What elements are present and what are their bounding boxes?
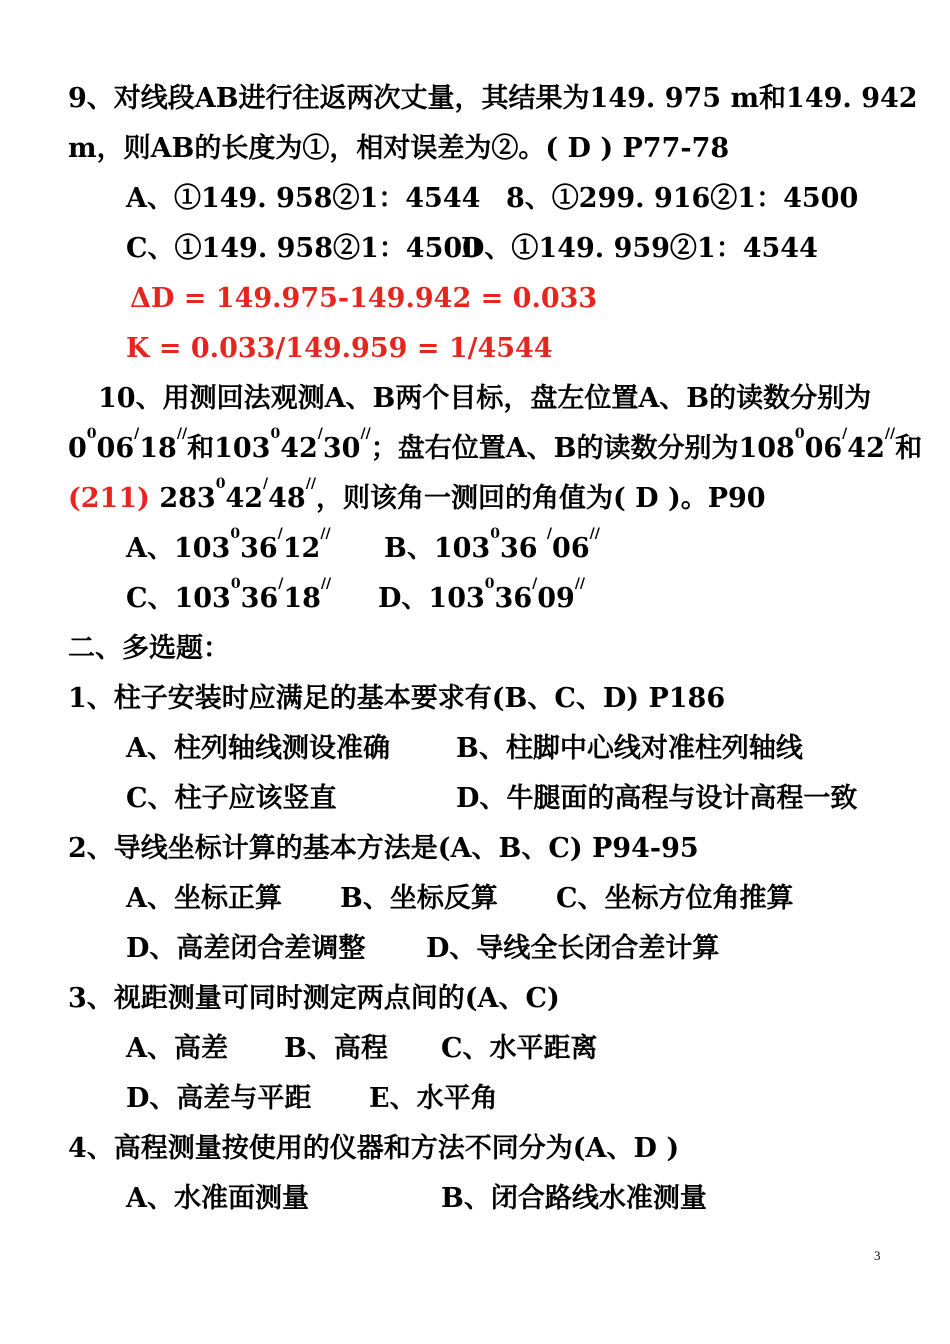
q9-calculation-k: K = 0.033/149.959 = 1/4544 [126, 333, 553, 364]
q10-stem-line1: 10、用测回法观测A、B两个目标，盘左位置A、B的读数分别为 [98, 383, 872, 414]
m2-stem: 2、导线坐标计算的基本方法是(A、B、C) P94-95 [68, 833, 699, 864]
m2-option-a: A、坐标正算 [126, 883, 282, 914]
m1-option-c: C、柱子应该竖直 [126, 783, 337, 814]
m1-stem: 1、柱子安装时应满足的基本要求有(B、C、D) P186 [68, 683, 726, 714]
q9-stem-line1: 9、对线段AB进行往返两次丈量，其结果为149. 975 m和149. 942 [68, 83, 918, 114]
q10-stem-line3: (211) $283^042^/48^{//}$，则该角一测回的角值为( D )。P90 [68, 476, 766, 514]
m4-option-a: A、水准面测量 [126, 1183, 309, 1214]
q10-option-d: D、$103^036^/09^{//}$ [378, 576, 586, 614]
q9-option-a: A、①149. 958②1：4544 [126, 183, 481, 214]
q10-option-a: A、$103^036^/12^{//}$ [126, 526, 331, 564]
m1-option-b: B、柱脚中心线对准柱列轴线 [456, 733, 803, 764]
q9-calculation-delta: ΔD = 149.975-149.942 = 0.033 [130, 283, 598, 314]
m3-option-a: A、高差 [126, 1033, 228, 1064]
m2-option-b: B、坐标反算 [340, 883, 498, 914]
m2-option-d: D、高差闭合差调整 [126, 933, 366, 964]
m3-stem: 3、视距测量可同时测定两点间的(A、C) [68, 983, 560, 1014]
m3-option-e: E、水平角 [369, 1083, 498, 1114]
q9-option-c: C、①149. 958②1：4500 [126, 233, 481, 264]
q10-option-b: B、$103^036$ /06// [384, 526, 600, 564]
annotation-211: (211) [68, 483, 150, 514]
q9-option-b: 8、①299. 916②1：4500 [506, 183, 859, 214]
q10-option-c: C、$103^036^/18^{//}$ [126, 576, 332, 614]
m3-option-b: B、高程 [284, 1033, 388, 1064]
m3-option-c: C、水平距离 [441, 1033, 598, 1064]
m4-option-b: B、闭合路线水准测量 [441, 1183, 707, 1214]
q9-option-d: D、①149. 959②1：4544 [461, 233, 818, 264]
q9-stem-line2: m，则AB的长度为①，相对误差为②。( D ) P77-78 [68, 133, 730, 164]
m2-option-e: D、导线全长闭合差计算 [426, 933, 720, 964]
page-number: 3 [874, 1248, 881, 1263]
m2-option-c: C、坐标方位角推算 [556, 883, 794, 914]
m4-stem: 4、高程测量按使用的仪器和方法不同分为(A、D ) [68, 1133, 680, 1164]
m3-option-d: D、高差与平距 [126, 1083, 312, 1114]
m1-option-a: A、柱列轴线测设准确 [126, 733, 390, 764]
m1-option-d: D、牛腿面的高程与设计高程一致 [456, 783, 858, 814]
section-title-multiple-choice: 二、多选题： [68, 633, 230, 664]
q10-stem-line2: $0^006^/18^{//}$和$103^042^/30^{//}$；盘右位置A、B的读数分别为$108^006^/42^{//}$和 [68, 426, 923, 464]
